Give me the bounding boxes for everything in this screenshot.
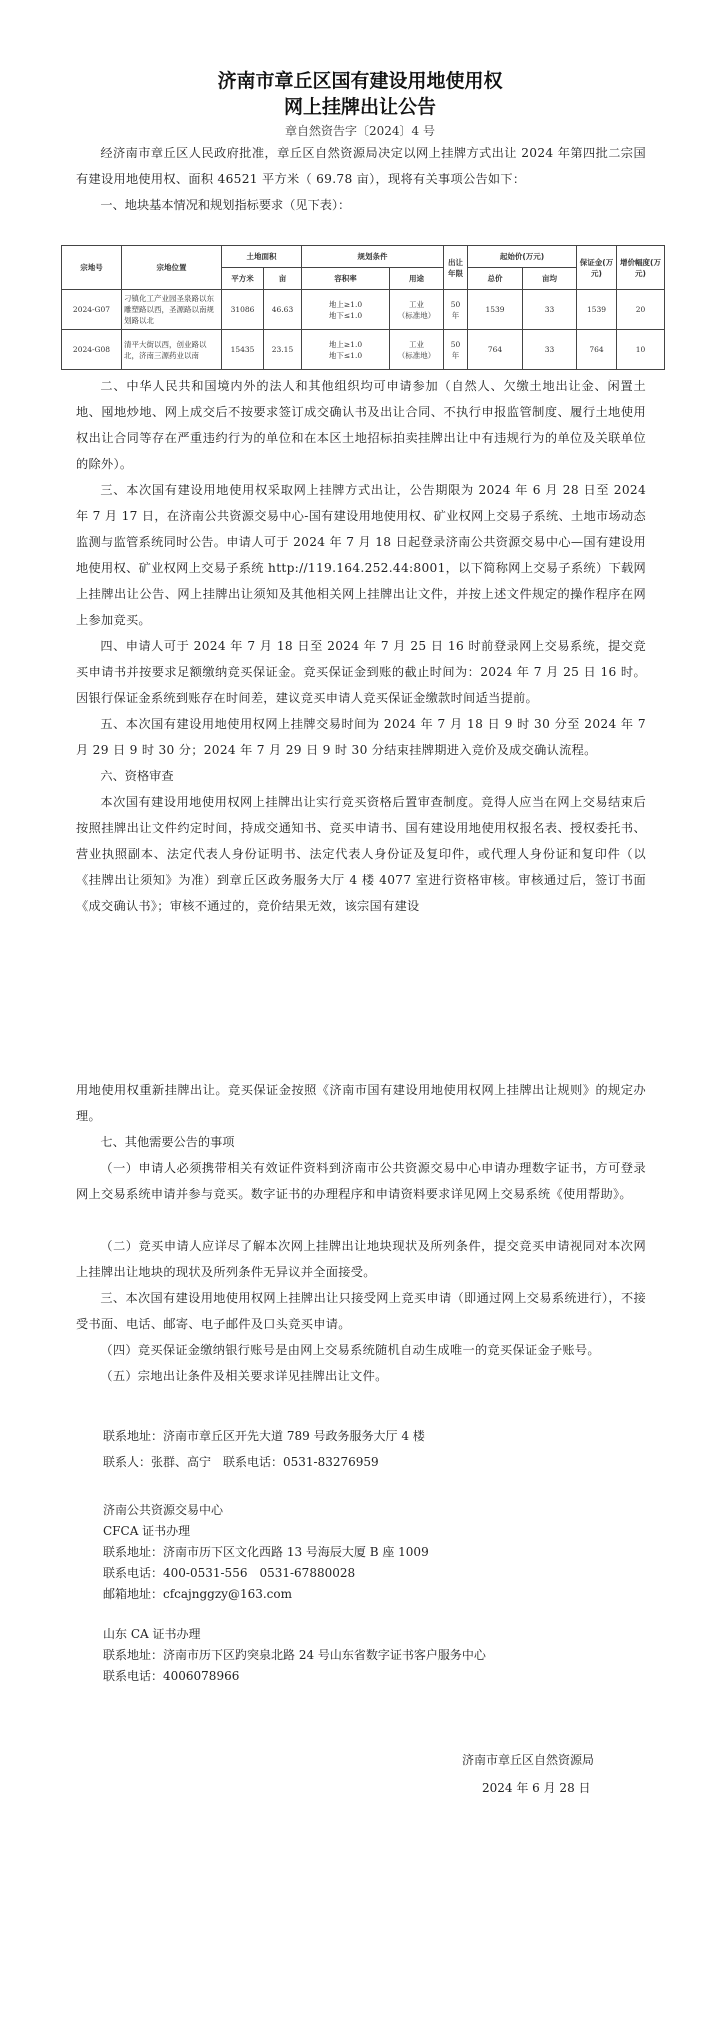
- intro-paragraph: 经济南市章丘区人民政府批准，章丘区自然资源局决定以网上挂牌方式出让 2024 年第四批二宗国有建设用地使用权、面积 46521 平方米（ 69.78 亩），现将有关事项公告如下：: [76, 146, 646, 186]
- cell-use: [390, 290, 444, 330]
- contact-2-org: 济南公共资源交易中心: [103, 1503, 224, 1517]
- cell-term: 50 年: [444, 290, 468, 330]
- cell-total: 764: [468, 330, 523, 370]
- header-far: 容积率: [302, 268, 390, 290]
- section-6-title: 六、资格审查: [100, 769, 174, 783]
- section-7-title: 七、其他需要公告的事项: [100, 1135, 235, 1149]
- contact-1-address: 联系地址：济南市章丘区开先大道 789 号政务服务大厅 4 楼: [103, 1429, 425, 1443]
- title-line-2: 网上挂牌出让公告: [283, 96, 436, 118]
- cell-deposit: 1539: [577, 290, 617, 330]
- cell-mu: 46.63: [264, 290, 302, 330]
- paragraph-4: 四、申请人可于 2024 年 7 月 18 日至 2024 年 7 月 25 日 16 时前登录网上交易系统，提交竞买申请书并按要求足额缴纳竞买保证金。竞买保证金到账的截止时间为：2024 年 7 月 25 日 16 时。因银行保证金系统到账存在时间差，建议竞买申请人竞买保证金缴款时间适当提前。: [76, 639, 646, 705]
- contact-1-persons: 联系人：张群、高宁 联系电话：0531-83276959: [103, 1455, 379, 1469]
- paragraph-7-2: （二）竞买申请人应详尽了解本次网上挂牌出让地块现状及所列条件，提交竞买申请视同对本次网上挂牌出让地块的现状及所列条件无异议并全面接受。: [76, 1239, 646, 1279]
- far-above: 地上≥1.0: [328, 299, 363, 309]
- cell-mu: 23.15: [264, 330, 302, 370]
- use-type: 工业: [409, 299, 424, 309]
- paragraph-2: 二、中华人民共和国境内外的法人和其他组织均可申请参加（自然人、欠缴土地出让金、闲置土地、囤地炒地、网上成交后不按要求签订成交确认书及出让合同、不执行申报监管制度、履行土地使用权出让合同等存在严重违约行为的单位和在本区土地招标拍卖挂牌出让中有违规行为的单位及关联单位的除外）。: [76, 379, 646, 471]
- far-below: 地下≤1.0: [328, 350, 363, 360]
- table-row: [62, 330, 665, 370]
- contact-2-address: 联系地址：济南市历下区文化西路 13 号海辰大厦 B 座 1009: [103, 1545, 429, 1559]
- paragraph-7-4: （四）竞买保证金缴纳银行账号是由网上交易系统随机自动生成唯一的竞买保证金子账号。: [100, 1343, 600, 1357]
- header-increment: 增价幅度(万元): [617, 246, 665, 290]
- title-line-1: 济南市章丘区国有建设用地使用权: [217, 70, 503, 92]
- cell-far: [302, 330, 390, 370]
- cell-parcel-no: 2024-G07: [62, 290, 122, 330]
- header-location: 宗地位置: [122, 246, 222, 290]
- signature-org: 济南市章丘区自然资源局: [462, 1753, 595, 1767]
- header-use: 用途: [390, 268, 444, 290]
- cell-deposit: 764: [577, 330, 617, 370]
- paragraph-7-1: （一）申请人必须携带相关有效证件资料到济南市公共资源交易中心申请办理数字证书，方可登录网上交易系统申请并参与竞买。数字证书的办理程序和申请资料要求详见网上交易系统《使用帮助》。: [76, 1161, 646, 1201]
- cell-location: 清平大街以西，创业路以北，济南三源药业以南: [122, 330, 222, 370]
- header-start-price: 起始价(万元): [468, 246, 577, 268]
- header-parcel-no: 宗地号: [62, 246, 122, 290]
- contact-3-address: 联系地址：济南市历下区趵突泉北路 24 号山东省数字证书客户服务中心: [103, 1648, 486, 1662]
- paragraph-7-3: 三、本次国有建设用地使用权网上挂牌出让只接受网上竞买申请（即通过网上交易系统进行），不接受书面、电话、邮寄、电子邮件及口头竞买申请。: [76, 1291, 646, 1331]
- section-1-title: 一、地块基本情况和规划指标要求（见下表）：: [100, 198, 351, 212]
- cell-per-mu: 33: [523, 330, 577, 370]
- cell-location: 刁镇化工产业园圣泉路以东雕塑路以西，圣源路以南规划路以北: [122, 290, 222, 330]
- contact-2-phone: 联系电话：400-0531-556 0531-67880028: [103, 1566, 356, 1580]
- cell-use: [390, 330, 444, 370]
- cell-sqm: 31086: [222, 290, 264, 330]
- signature-date: 2024 年 6 月 28 日: [482, 1781, 591, 1795]
- cell-parcel-no: 2024-G08: [62, 330, 122, 370]
- header-term: 出让年限: [444, 246, 468, 290]
- cell-sqm: 15435: [222, 330, 264, 370]
- contact-2-office: CFCA 证书办理: [103, 1524, 191, 1538]
- table-row: [62, 290, 665, 330]
- contact-2-email: 邮箱地址：cfcajnggzy@163.com: [103, 1587, 292, 1601]
- use-standard: （标准地）: [397, 350, 436, 360]
- header-sqm: 平方米: [222, 268, 264, 290]
- cell-total: 1539: [468, 290, 523, 330]
- cell-per-mu: 33: [523, 290, 577, 330]
- paragraph-6b: 用地使用权重新挂牌出让。竞买保证金按照《济南市国有建设用地使用权网上挂牌出让规则》的规定办理。: [76, 1083, 646, 1123]
- header-mu: 亩: [264, 268, 302, 290]
- parcel-table: [61, 245, 665, 370]
- cell-increment: 20: [617, 290, 665, 330]
- cell-increment: 10: [617, 330, 665, 370]
- contact-3-office: 山东 CA 证书办理: [103, 1627, 201, 1641]
- document-number: 章自然资告字〔2024〕4 号: [285, 124, 435, 138]
- cell-far: [302, 290, 390, 330]
- far-below: 地下≤1.0: [328, 310, 363, 320]
- cell-term: 50 年: [444, 330, 468, 370]
- paragraph-5: 五、本次国有建设用地使用权网上挂牌交易时间为 2024 年 7 月 18 日 9 时 30 分至 2024 年 7 月 29 日 9 时 30 分；2024 年 7 月 29 日 9 时 30 分结束挂牌期进入竞价及成交确认流程。: [76, 717, 646, 757]
- header-per-mu: 亩均: [523, 268, 577, 290]
- paragraph-7-5: （五）宗地出让条件及相关要求详见挂牌出让文件。: [100, 1369, 388, 1383]
- use-type: 工业: [409, 339, 424, 349]
- header-area: 土地面积: [222, 246, 302, 268]
- far-above: 地上≥1.0: [328, 339, 363, 349]
- header-deposit: 保证金(万元): [577, 246, 617, 290]
- paragraph-3: 三、本次国有建设用地使用权采取网上挂牌方式出让，公告期限为 2024 年 6 月 28 日至 2024 年 7 月 17 日，在济南公共资源交易中心-国有建设用地使用权、矿业权网上交易子系统、土地市场动态监测与监管系统同时公告。申请人可于 2024 年 7 月 18 日起登录济南公共资源交易中心—国有建设用地使用权、矿业权网上交易子系统 http://119.164.252.44:8001，以下简称网上交易子系统）下载网上挂牌出让公告、网上挂牌出让须知及其他相关网上挂牌出让文件，并按上述文件规定的操作程序在网上参加竞买。: [76, 483, 646, 627]
- header-planning: 规划条件: [302, 246, 444, 268]
- paragraph-6a: 本次国有建设用地使用权网上挂牌出让实行竞买资格后置审查制度。竞得人应当在网上交易结束后按照挂牌出让文件约定时间，持成交通知书、竞买申请书、国有建设用地使用权报名表、授权委托书、营业执照副本、法定代表人身份证明书、法定代表人身份证及复印件，或代理人身份证和复印件（以《挂牌出让须知》为准）到章丘区政务服务大厅 4 楼 4077 室进行资格审核。审核通过后，签订书面《成交确认书》；审核不通过的，竞价结果无效，该宗国有建设: [76, 795, 646, 913]
- contact-3-phone: 联系电话：4006078966: [103, 1669, 240, 1683]
- header-total: 总价: [468, 268, 523, 290]
- use-standard: （标准地）: [397, 310, 436, 320]
